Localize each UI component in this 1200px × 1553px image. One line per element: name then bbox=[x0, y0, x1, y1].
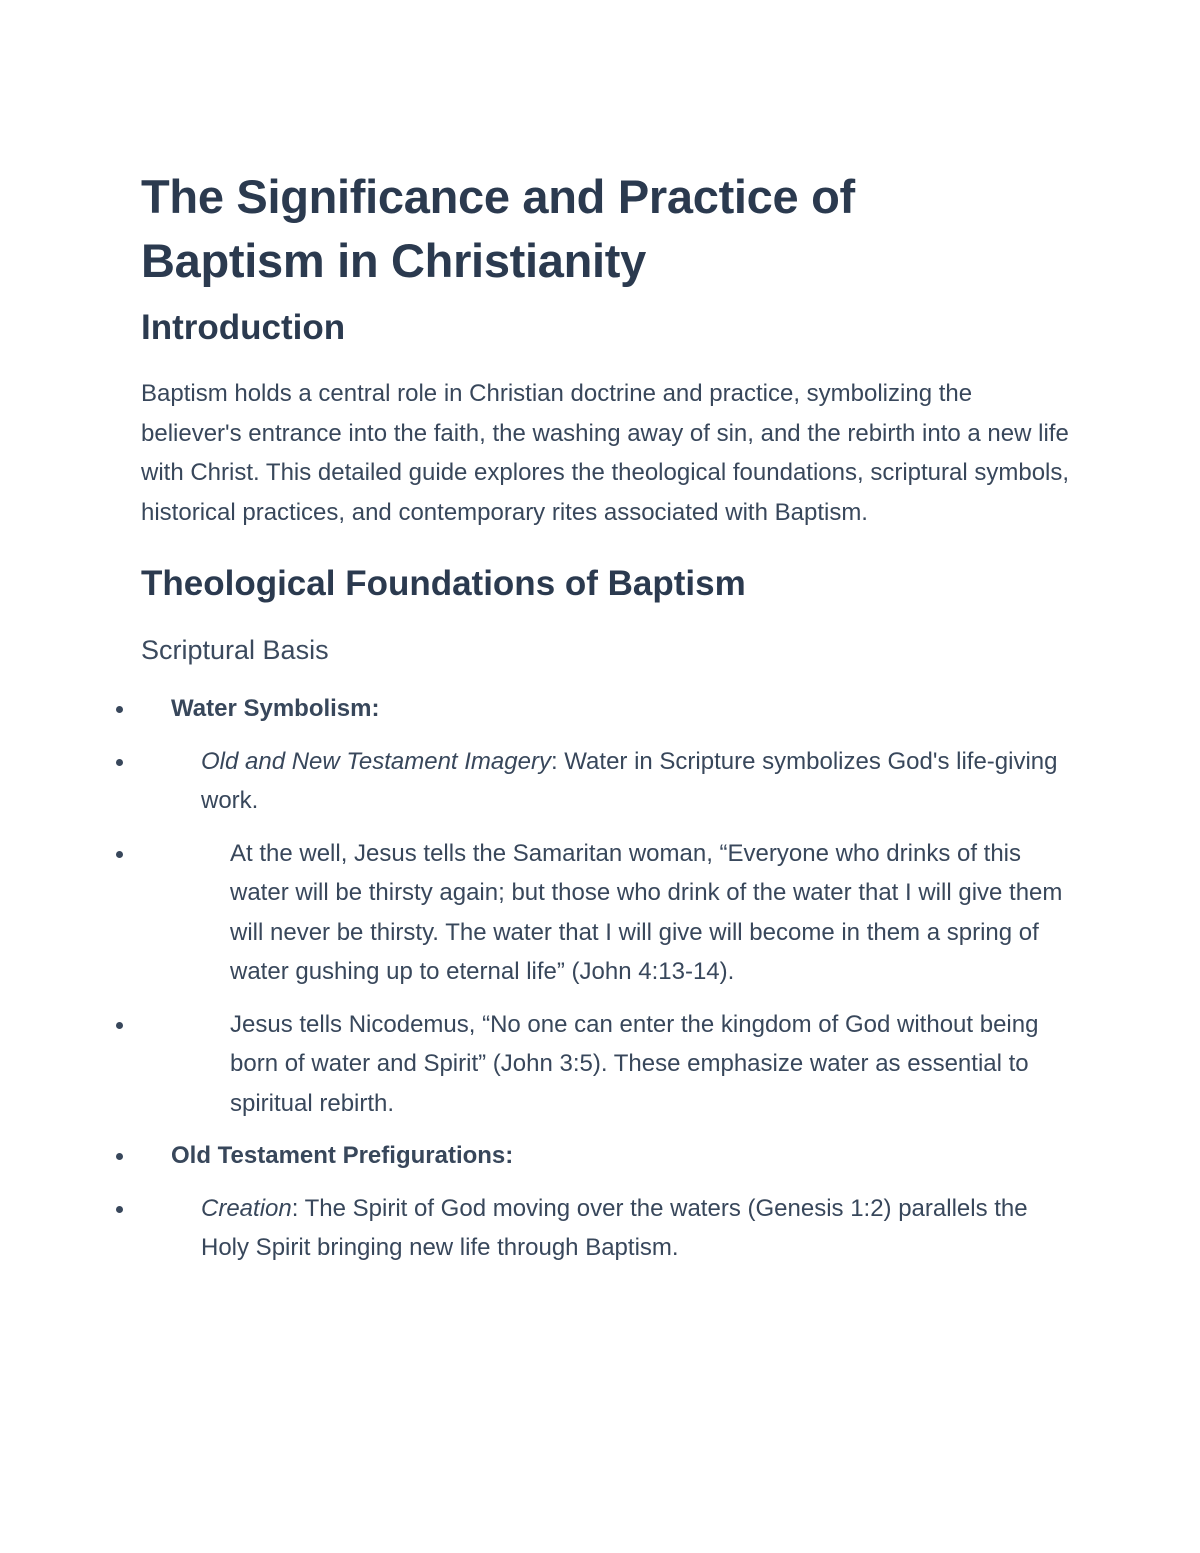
introduction-paragraph: Baptism holds a central role in Christian doctrine and practice, symbolizing the believer's entrance into the faith, the washing away of sin, and the rebirth into a new life with Christ. This detailed guide explores the theological foundations, scriptural symbols, historical practices, and contemporary rites associated with Baptism. bbox=[141, 380, 1070, 526]
bullet-icon bbox=[116, 1206, 123, 1213]
document-page bbox=[141, 165, 1071, 1268]
bullet-icon bbox=[116, 759, 123, 766]
bullet-icon bbox=[116, 1022, 123, 1029]
bullet-icon bbox=[116, 851, 123, 858]
title-line-2: Baptism in Christianity bbox=[141, 234, 646, 287]
theological-foundations-heading: Theological Foundations of Baptism bbox=[141, 564, 746, 603]
creation-label: Creation bbox=[201, 1194, 292, 1222]
title-line-1: The Significance and Practice of bbox=[141, 170, 855, 223]
scriptural-basis-list bbox=[141, 689, 1071, 1268]
bullet-icon bbox=[116, 706, 123, 713]
list-item-samaritan-quote bbox=[141, 834, 1071, 992]
samaritan-quote-text: At the well, Jesus tells the Samaritan woman, “Everyone who drinks of this water will be thirsty again; but those who drink of the water that I will give them will never be thirsty. The water that I will give will become in them a spring of water gushing up to eternal life” (John 4:13-14). bbox=[230, 839, 1063, 985]
bullet-icon bbox=[116, 1153, 123, 1160]
introduction-heading: Introduction bbox=[141, 308, 346, 347]
nicodemus-quote-text: Jesus tells Nicodemus, “No one can enter the kingdom of God without being born of water and Spirit” (John 3:5). These emphasize water as essential to spiritual rebirth. bbox=[230, 1010, 1039, 1117]
list-item-creation bbox=[141, 1189, 1071, 1268]
list-item-water-symbolism bbox=[141, 689, 1071, 729]
list-item-nicodemus-quote bbox=[141, 1005, 1071, 1124]
testament-imagery-text: : Water in Scripture symbolizes God's life-giving work. bbox=[201, 747, 1058, 814]
document-title bbox=[141, 165, 1071, 293]
prefigurations-label: Old Testament Prefigurations: bbox=[171, 1142, 514, 1169]
testament-imagery-label: Old and New Testament Imagery bbox=[201, 747, 551, 775]
list-item-testament-imagery bbox=[141, 742, 1071, 821]
creation-text: : The Spirit of God moving over the waters (Genesis 1:2) parallels the Holy Spirit bringing new life through Baptism. bbox=[201, 1194, 1028, 1261]
list-item-prefigurations bbox=[141, 1136, 1071, 1176]
water-symbolism-label: Water Symbolism: bbox=[171, 695, 380, 722]
scriptural-basis-subheading: Scriptural Basis bbox=[141, 635, 329, 665]
